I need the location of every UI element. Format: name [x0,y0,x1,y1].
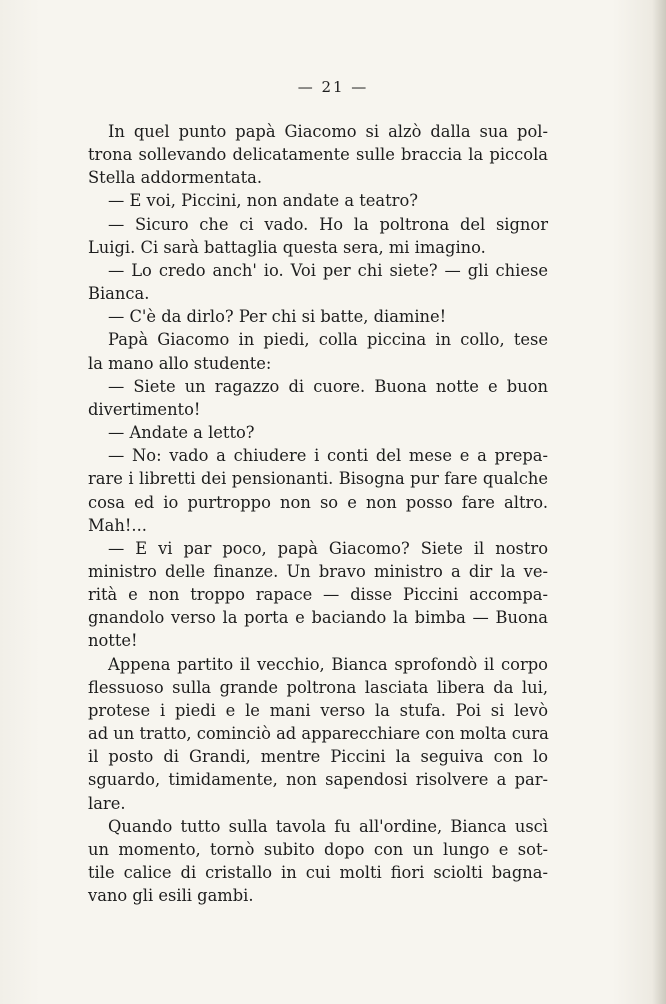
text-line: tile calice di cristallo in cui molti fiori sciolti bagna- [88,863,548,882]
body-text [88,120,548,907]
paragraph [88,305,548,328]
text-line: — C'è da dirlo? Per chi si batte, diamine! [108,307,447,327]
text-line: rità e non troppo rapace — disse Piccini accompa- [88,585,548,605]
text-line: Luigi. Ci sarà battaglia questa sera, mi imagino. [88,237,486,257]
text-line: In quel punto papà Giacomo si alzò dalla sua pol- [108,122,548,141]
text-line: il posto di Grandi, mentre Piccini la seguiva con lo [88,747,548,767]
text-line: — Andate a letto? [108,423,255,443]
text-line: Mah!... [88,515,147,535]
paragraph [88,189,548,212]
text-line: un momento, tornò subito dopo con un lungo e sot- [88,839,548,859]
text-line: ad un tratto, cominciò ad apparecchiare con molta cura [88,724,549,744]
paragraph [88,375,548,421]
text-line: cosa ed io purtroppo non so e non posso fare altro. [88,492,548,512]
text-line: divertimento! [88,399,201,419]
paragraph [88,120,548,189]
text-line: Stella addormentata. [88,168,262,188]
paragraph [88,213,548,259]
text-line: — Siete un ragazzo di cuore. Buona notte e buon [108,376,548,396]
text-line: — E vi par poco, papà Giacomo? Siete il nostro [108,538,548,558]
text-line: flessuoso sulla grande poltrona lasciata libera da lui, [88,677,548,697]
text-line: la mano allo studente: [88,353,272,373]
text-line: — Sicuro che ci vado. Ho la poltrona del signor [108,214,548,234]
page-number: — 21 — [297,78,369,96]
paragraph [88,444,548,537]
text-line: — E voi, Piccini, non andate a teatro? [108,191,418,211]
text-line: gnandolo verso la porta e baciando la bimba — Buona [88,608,548,628]
text-line: Appena partito il vecchio, Bianca sprofondò il corpo [108,654,548,674]
page-edge-shadow [652,0,666,1004]
text-line: Bianca. [88,284,150,304]
text-line: vano gli esili gambi. [88,886,254,906]
paragraph [88,328,548,374]
text-line: protese i piedi e le mani verso la stufa. Poi si levò [88,700,548,720]
text-line: Quando tutto sulla tavola fu all'ordine, Bianca uscì [108,816,548,836]
paragraph [88,653,548,815]
paragraph [88,537,548,653]
paragraph [88,421,548,444]
text-line: — No: vado a chiudere i conti del mese e a prepa- [108,446,548,466]
text-line: lare. [88,793,126,813]
text-line: — Lo credo anch' io. Voi per chi siete? — gli chiese [108,260,548,280]
text-line: trona sollevando delicatamente sulle braccia la piccola [88,145,548,165]
text-line: rare i libretti dei pensionanti. Bisogna pur fare qualche [88,469,548,489]
paragraph [88,815,548,908]
paragraph [88,259,548,305]
text-line: ministro delle finanze. Un bravo ministro a dir la ve- [88,561,548,581]
text-line: Papà Giacomo in piedi, colla piccina in collo, tese [108,330,548,350]
text-line: sguardo, timidamente, non sapendosi risolvere a par- [88,770,548,790]
text-line: notte! [88,631,138,651]
